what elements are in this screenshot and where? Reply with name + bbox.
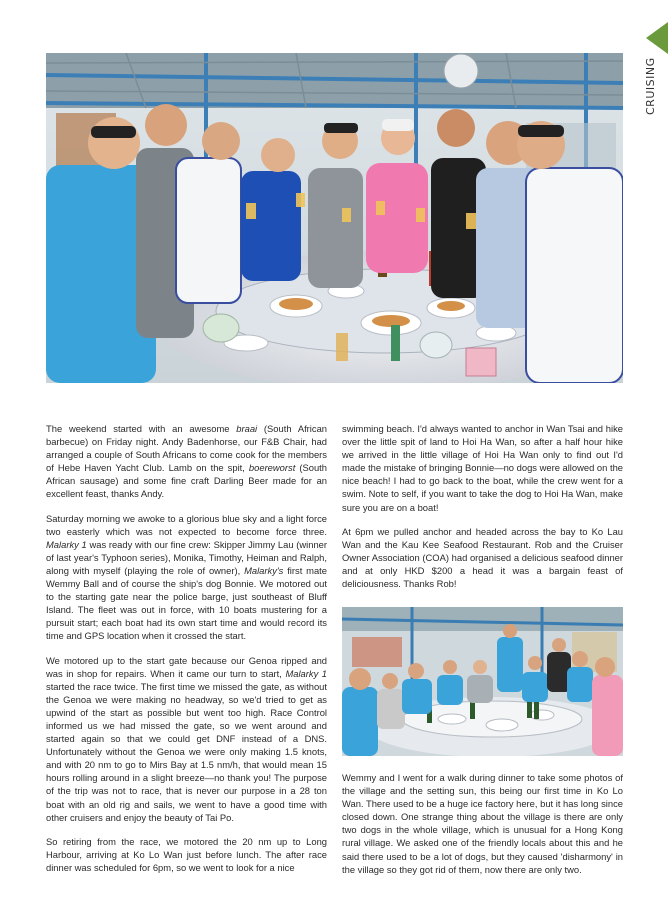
main-photo bbox=[46, 53, 623, 383]
paragraph: Saturday morning we awoke to a glorious blue sky and a light force two easterly which was not expected to become force three. Malarky 1 was ready with our fine crew: Skipper Jimmy Lau (winner of last year's Typhoon series), Monika, Timothy, Heiman and Ralph, along with myself (playing the role of owner), Malarky's first mate Wemmy Ball and of course the ship's dog Bonnie. We motored out to the starting gate near the police barge, just southeast of Bluff Island. The fleet was out in force, with 10 boats mustering for a pursuit start; each boat had its own start time and would record its time and GPS location when it crossed the start. bbox=[46, 512, 327, 642]
paragraph: The weekend started with an awesome braai (South African barbecue) on Friday night. Andy Badenhorse, our F&B Chair, had arranged a couple of South Africans to come cook for the members of Hebe Haven Yacht Club. Lamb on the spit, boereworst (South African sausage) and some fine craft Darling Beer made for an excellent feast, thanks Andy. bbox=[46, 423, 327, 500]
paragraph: So retiring from the race, we motored the 20 nm up to Long Harbour, arriving at Ko Lo Wan just before lunch. The after race dinner was scheduled for 6pm, so we went to look for a nice bbox=[46, 835, 327, 873]
paragraph: At 6pm we pulled anchor and headed across the bay to Ko Lau Wan and the Kau Kee Seafood Restaurant. Rob and the Cruiser Owner Association (COA) had organised a delicious seafood dinner and at only HKD $200 a head it was a bargain feast of deliciousness. Thanks Rob! bbox=[342, 525, 623, 590]
paragraph: swimming beach. I'd always wanted to anchor in Wan Tsai and hike over the little spit of land to Hoi Ha Wan, so after a half hour hike we arrived in the little village of Hoi Ha Wan only to find out I'd made the mistake of bringing Bonnie—no dogs were allowed on the nice beach! I had to go back to the boat, while the crew went for a swim. Note to self, if you want to take the dog to Hoi Ha Wan, make sure you are on a boat! bbox=[342, 423, 623, 513]
article-column-right-top bbox=[342, 422, 623, 601]
paragraph: We motored up to the start gate because our Genoa ripped and was in shop for repairs. When it came our turn to start, Malarky 1 started the race twice. The first time we missed the gate, as without the Genoa we were making no headway, so we'd tried to get as upwind of the start as possible but went too high. Race Control informed us we had missed the gate, so we went around and started again so that we could get DNF instead of a DNS. Unfortunately without the Genoa we were only making 1.5 knots, and with 20 nm to go to Mirs Bay at 1.5 nm/h, that would mean 15 hours rolling around in a slight breeze—no thank you! The purpose of the trip was not to race, that is never our purpose in a 28 ton boat with an old rig and sails, we went to have a good time with other cruisers and enjoy the beauty of Tai Po. bbox=[46, 654, 328, 823]
paragraph: Wemmy and I went for a walk during dinner to take some photos of the village and the setting sun, this being our first time in Ko Lo Wan. There used to be a huge ice factory here, but it has long since closed down. One strange thing about the village is there are only two dogs in the whole village, which is unusual for a Hong Kong rural village. We asked one of the friendly locals about this and he said there used to be a lot of dogs, but they caused 'disharmony' in the village so they got rid of them, now there are only two. bbox=[342, 772, 623, 875]
dinner-photo bbox=[342, 607, 623, 756]
article-column-left bbox=[46, 422, 327, 885]
section-label: CRUISING bbox=[644, 57, 657, 115]
section-tab-marker bbox=[646, 22, 668, 54]
article-column-right-bottom bbox=[342, 771, 623, 887]
